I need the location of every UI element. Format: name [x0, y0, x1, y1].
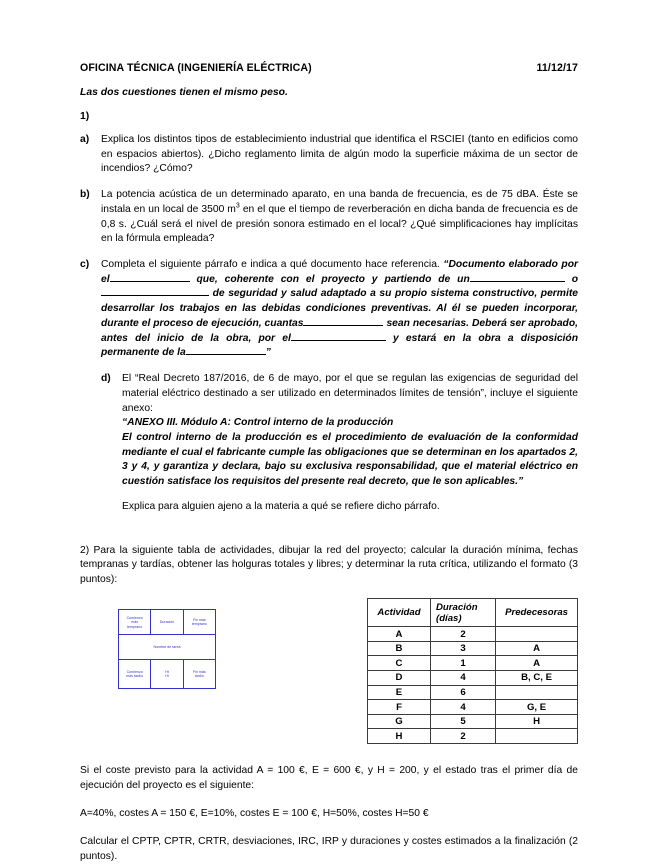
header-predecessors: Predecesoras [496, 599, 578, 627]
cell-predecessors: G, E [496, 700, 578, 715]
header-duration-l1: Duración [436, 601, 478, 613]
legend-early-start-l3: temprano [127, 624, 143, 629]
figure-and-table-band [80, 598, 578, 746]
legend-early-finish-l2: temprano [191, 622, 207, 627]
cell-activity: B [368, 641, 431, 656]
legend-late-finish [183, 660, 215, 689]
legend-row-bottom [119, 660, 216, 689]
table-row [368, 700, 578, 715]
item-b-part1: La potencia acústica de un determinado aparato, en una banda de frecuencia, es de 75 dBA. Éste se instala en un local de 3500 m [101, 189, 578, 215]
cell-activity: G [368, 714, 431, 729]
fill-blank-5 [291, 340, 386, 341]
annex-body: El control interno de la producción es el procedimiento de evaluación de la conformidad mediante el cual el fabricante cumple las obligaciones que se determinan en los apartados 2, 3 y 4, y garantiza y declara, bajo su exclusiva responsabilidad, que el material eléctrico en cuestión satisface los requisitos del presente real decreto, que le son aplicables.” [122, 431, 578, 488]
table-row [368, 656, 578, 671]
item-d-line1: El “Real Decreto 187/2016, de 6 de mayo, por el que se regulan las exigencias de seguridad del material eléctrico destinado a ser utilizado en determinados límites de tensión”, incluye el siguiente anexo: [122, 373, 578, 414]
page-title: OFICINA TÉCNICA (INGENIERÍA ELÉCTRICA) [80, 62, 312, 74]
header-duration-l2: (días) [436, 612, 462, 624]
cost-intro-paragraph: Si el coste previsto para la actividad A = 100 €, E = 600 €, y H = 200, y el estado tras el primer día de ejecución del proyecto es el siguiente: [80, 765, 578, 792]
cell-duration: 2 [431, 729, 496, 744]
item-marker-b: b) [80, 189, 90, 201]
cell-duration: 5 [431, 714, 496, 729]
legend-early-finish-l1: Fin más [192, 617, 206, 622]
item-c-quote-6: y estará en la obra a disposición permanente de la [101, 332, 578, 359]
document-header [80, 62, 578, 74]
item-c-quote-5: sean necesarias. Deberá ser aprobado, antes del inicio de la obra, por el [101, 317, 578, 344]
legend-early-start-l2: más [131, 620, 139, 625]
cell-duration: 1 [431, 656, 496, 671]
cost-state-paragraph: A=40%, costes A = 150 €, E=10%, costes E = 100 €, H=50%, costes H=50 € [80, 808, 429, 820]
activities-table-header [368, 599, 578, 627]
fill-blank-6 [186, 354, 266, 355]
cell-duration: 6 [431, 685, 496, 700]
legend-early-start [119, 610, 151, 635]
fill-blank-4 [303, 325, 383, 326]
pert-node-legend-diagram [118, 609, 216, 689]
legend-total-float: Ht [165, 669, 169, 674]
cell-predecessors: A [496, 641, 578, 656]
question-1-label: 1) [80, 111, 90, 122]
cell-duration: 4 [431, 671, 496, 686]
item-c-quote-4: de seguridad y salud adaptado a su propio sistema constructivo, permite desarrollar los trabajos en las debidas condiciones preventivas. Al él se pueden incorporar, durante el proceso de ejecución, cuantas [101, 288, 578, 329]
legend-late-finish-l1: Fin más [192, 669, 206, 674]
item-c-quote-7: ” [265, 347, 271, 359]
exam-subtitle: Las dos cuestiones tienen el mismo peso. [80, 87, 288, 98]
item-c-quote-3: o [571, 273, 578, 285]
table-row [368, 714, 578, 729]
legend-late-start-l1: Comienzo [126, 669, 143, 674]
cell-predecessors [496, 729, 578, 744]
legend-free-float: Hl [165, 674, 169, 679]
table-row [368, 685, 578, 700]
cell-activity: E [368, 685, 431, 700]
item-text-a: Explica los distintos tipos de establecimiento industrial que identifica el RSCIEI (tanto en edificios como en espacios abiertos). ¿Dicho reglamento limita de algún modo la superficie máxima de un sector de incendios? ¿Cómo? [101, 134, 578, 175]
legend-row-top [119, 610, 216, 635]
cell-activity: H [368, 729, 431, 744]
fill-blank-2 [470, 281, 565, 282]
item-marker-a: a) [80, 134, 90, 145]
legend-late-finish-l2: tardío [194, 674, 204, 679]
item-marker-c: c) [80, 259, 90, 271]
legend-late-start-l2: más tardío [126, 674, 144, 679]
annex-title: “ANEXO III. Módulo A: Control interno de la producción [122, 417, 394, 429]
question-2-statement: 2) Para la siguiente tabla de actividades, dibujar la red del proyecto; calcular la duración mínima, fechas tempranas y tardías, obtener las holguras totales y libres; y determinar la ruta crítica, utilizando el formato (3 puntos): [80, 544, 578, 586]
cell-predecessors: H [496, 714, 578, 729]
item-b-part2: en el que el tiempo de reverberación en dicha banda de frecuencia es de 0,8 s. ¿Cuál será el nivel de presión sonora estimado en el local? ¿Qué simplificaciones hay implícitas en la fórmula empleada? [101, 203, 578, 245]
question-1-item-a [80, 133, 578, 177]
item-text-c [101, 258, 578, 361]
question-1-item-d [80, 372, 578, 490]
fill-blank-1 [110, 281, 190, 282]
item-c-quote-1: “Documento elaborado por el [101, 259, 578, 285]
item-b-superscript: 3 [235, 202, 240, 210]
cell-activity: F [368, 700, 431, 715]
question-1-item-b [80, 188, 578, 247]
legend-row-middle [119, 635, 216, 660]
item-c-quote-2: que, coherente con el proyecto y partiendo de un [196, 273, 470, 285]
cell-predecessors [496, 627, 578, 642]
cell-predecessors [496, 685, 578, 700]
table-header-row [368, 599, 578, 627]
activities-table-body [368, 627, 578, 744]
header-activity: Actividad [368, 599, 431, 627]
table-row [368, 671, 578, 686]
cell-duration: 2 [431, 627, 496, 642]
item-marker-d: d) [101, 373, 111, 385]
fill-blank-3 [101, 295, 209, 296]
item-text-d [122, 372, 578, 490]
document-content [80, 62, 578, 865]
item-d-closing: Explica para alguien ajeno a la materia a qué se refiere dicho párrafo. [122, 500, 440, 512]
cell-activity: C [368, 656, 431, 671]
cell-activity: D [368, 671, 431, 686]
legend-late-start [119, 660, 151, 689]
legend-duration: Duración [151, 610, 183, 635]
cell-predecessors: B, C, E [496, 671, 578, 686]
cost-task-paragraph: Calcular el CPTP, CPTR, CRTR, desviaciones, IRC, IRP y duraciones y costes estimados a la finalización (2 puntos). [80, 836, 578, 862]
header-duration [431, 599, 496, 627]
activities-table [367, 598, 578, 744]
exam-date: 11/12/17 [536, 62, 578, 74]
item-c-intro: Completa el siguiente párrafo e indica a qué documento hace referencia. [101, 259, 440, 271]
legend-floats [151, 660, 183, 689]
cell-duration: 4 [431, 700, 496, 715]
legend-task-name: Nombre de tarea [119, 635, 216, 660]
legend-early-start-l1: Comienzo [126, 615, 143, 620]
legend-early-finish [183, 610, 215, 635]
cell-predecessors: A [496, 656, 578, 671]
table-row [368, 641, 578, 656]
item-text-b [101, 188, 578, 247]
table-row [368, 729, 578, 744]
table-row [368, 627, 578, 642]
question-1-item-c [80, 258, 578, 361]
cell-activity: A [368, 627, 431, 642]
cell-duration: 3 [431, 641, 496, 656]
